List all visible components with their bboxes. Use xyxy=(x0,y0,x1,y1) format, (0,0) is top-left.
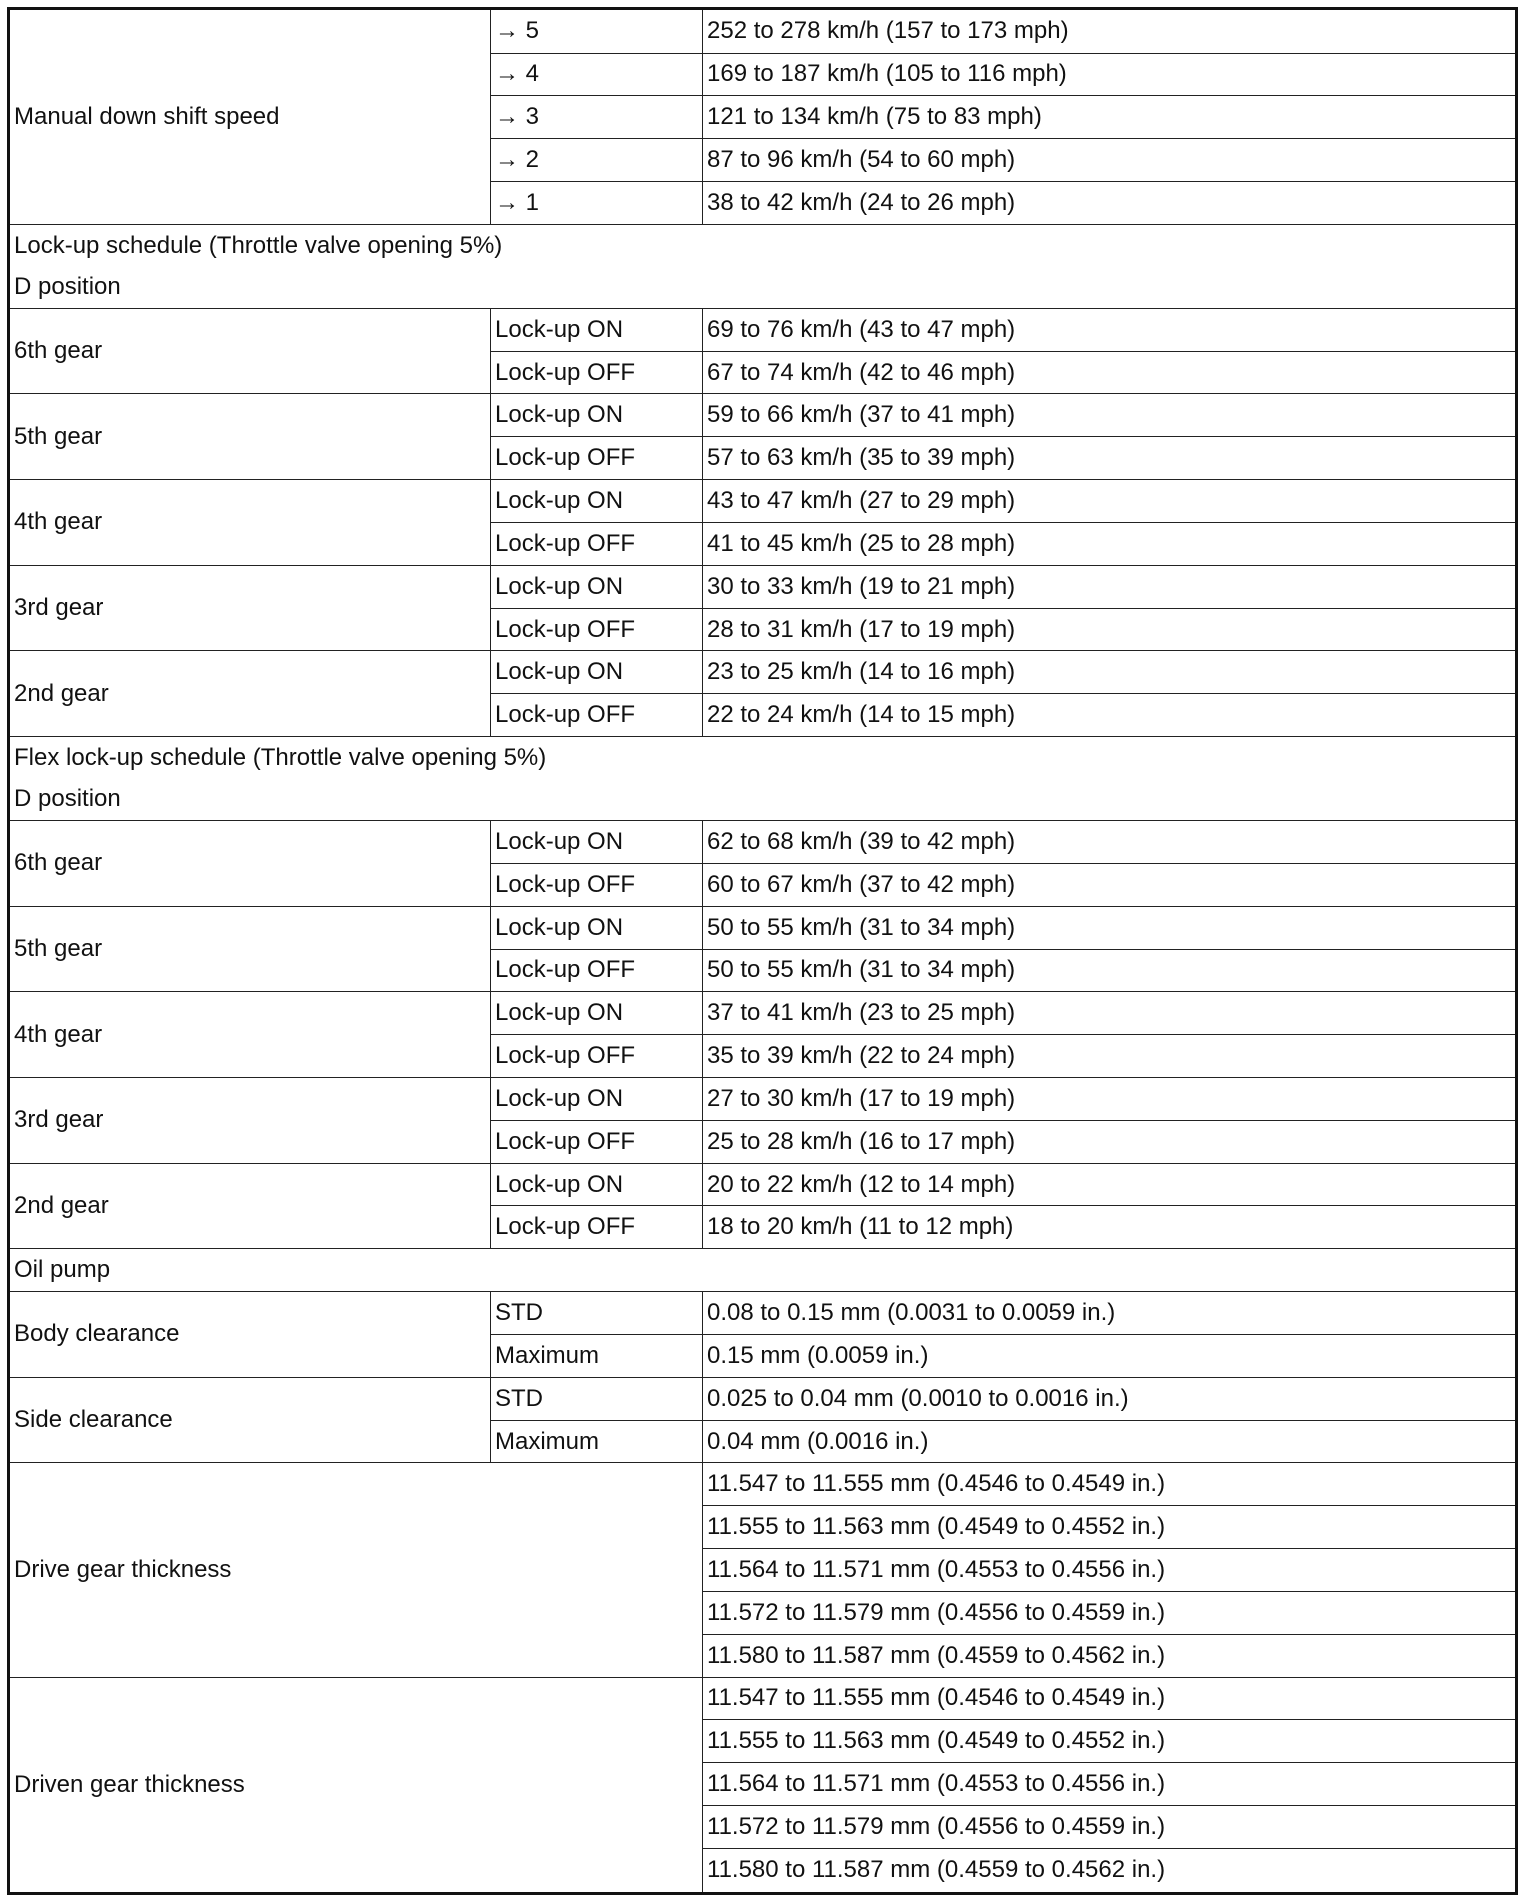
table-row xyxy=(9,906,1517,949)
lockup-on-label: Lock-up ON xyxy=(491,308,703,351)
downshift-speed: 169 to 187 km/h (105 to 116 mph) xyxy=(703,53,1517,96)
driven-gear-value: 11.564 to 11.571 mm (0.4553 to 0.4556 in.) xyxy=(703,1763,1517,1806)
gear-label: 3rd gear xyxy=(9,565,491,651)
drive-gear-value: 11.555 to 11.563 mm (0.4549 to 0.4552 in.) xyxy=(703,1506,1517,1549)
downshift-gear: → 3 xyxy=(491,96,703,139)
table-row xyxy=(9,1463,1517,1506)
table-row xyxy=(9,992,1517,1035)
section-header-row xyxy=(9,737,1517,779)
std-label: STD xyxy=(491,1292,703,1335)
downshift-gear: → 5 xyxy=(491,9,703,54)
downshift-speed: 252 to 278 km/h (157 to 173 mph) xyxy=(703,9,1517,54)
table-row xyxy=(9,565,1517,608)
table-row xyxy=(9,1677,1517,1720)
flex-lockup-position: D position xyxy=(9,779,1517,821)
table-row xyxy=(9,480,1517,523)
lockup-off-value: 57 to 63 km/h (35 to 39 mph) xyxy=(703,437,1517,480)
lockup-off-value: 67 to 74 km/h (42 to 46 mph) xyxy=(703,351,1517,394)
downshift-speed: 121 to 134 km/h (75 to 83 mph) xyxy=(703,96,1517,139)
lockup-on-value: 23 to 25 km/h (14 to 16 mph) xyxy=(703,651,1517,694)
lockup-on-value: 27 to 30 km/h (17 to 19 mph) xyxy=(703,1077,1517,1120)
lockup-on-value: 30 to 33 km/h (19 to 21 mph) xyxy=(703,565,1517,608)
std-value: 0.08 to 0.15 mm (0.0031 to 0.0059 in.) xyxy=(703,1292,1517,1335)
gear-label: 5th gear xyxy=(9,394,491,480)
body-clearance-label: Body clearance xyxy=(9,1292,491,1378)
drive-gear-thickness-label: Drive gear thickness xyxy=(9,1463,703,1677)
spec-table xyxy=(7,7,1518,1895)
lockup-off-value: 25 to 28 km/h (16 to 17 mph) xyxy=(703,1120,1517,1163)
max-value: 0.04 mm (0.0016 in.) xyxy=(703,1420,1517,1463)
lockup-on-label: Lock-up ON xyxy=(491,651,703,694)
table-row xyxy=(9,1377,1517,1420)
lockup-off-value: 28 to 31 km/h (17 to 19 mph) xyxy=(703,608,1517,651)
lockup-on-value: 37 to 41 km/h (23 to 25 mph) xyxy=(703,992,1517,1035)
lockup-off-value: 41 to 45 km/h (25 to 28 mph) xyxy=(703,522,1517,565)
section-header-row xyxy=(9,1249,1517,1292)
lockup-off-label: Lock-up OFF xyxy=(491,351,703,394)
lockup-title: Lock-up schedule (Throttle valve opening 5%) xyxy=(9,224,1517,266)
table-row xyxy=(9,821,1517,864)
lockup-on-label: Lock-up ON xyxy=(491,480,703,523)
driven-gear-value: 11.580 to 11.587 mm (0.4559 to 0.4562 in.) xyxy=(703,1848,1517,1893)
drive-gear-value: 11.572 to 11.579 mm (0.4556 to 0.4559 in.) xyxy=(703,1591,1517,1634)
gear-label: 4th gear xyxy=(9,992,491,1078)
manual-downshift-label: Manual down shift speed xyxy=(9,9,491,225)
lockup-off-value: 35 to 39 km/h (22 to 24 mph) xyxy=(703,1035,1517,1078)
lockup-on-label: Lock-up ON xyxy=(491,394,703,437)
downshift-speed: 38 to 42 km/h (24 to 26 mph) xyxy=(703,182,1517,225)
lockup-on-value: 20 to 22 km/h (12 to 14 mph) xyxy=(703,1163,1517,1206)
section-header-row xyxy=(9,266,1517,308)
drive-gear-value: 11.564 to 11.571 mm (0.4553 to 0.4556 in.) xyxy=(703,1549,1517,1592)
drive-gear-value: 11.547 to 11.555 mm (0.4546 to 0.4549 in.) xyxy=(703,1463,1517,1506)
side-clearance-label: Side clearance xyxy=(9,1377,491,1463)
gear-label: 4th gear xyxy=(9,480,491,566)
lockup-on-label: Lock-up ON xyxy=(491,1077,703,1120)
lockup-position: D position xyxy=(9,266,1517,308)
table-row xyxy=(9,1292,1517,1335)
lockup-off-value: 50 to 55 km/h (31 to 34 mph) xyxy=(703,949,1517,992)
lockup-off-label: Lock-up OFF xyxy=(491,437,703,480)
lockup-on-label: Lock-up ON xyxy=(491,992,703,1035)
driven-gear-thickness-label: Driven gear thickness xyxy=(9,1677,703,1893)
lockup-on-value: 69 to 76 km/h (43 to 47 mph) xyxy=(703,308,1517,351)
section-header-row xyxy=(9,224,1517,266)
table-row xyxy=(9,651,1517,694)
lockup-off-label: Lock-up OFF xyxy=(491,949,703,992)
lockup-off-label: Lock-up OFF xyxy=(491,522,703,565)
max-label: Maximum xyxy=(491,1334,703,1377)
max-label: Maximum xyxy=(491,1420,703,1463)
lockup-on-value: 62 to 68 km/h (39 to 42 mph) xyxy=(703,821,1517,864)
lockup-off-label: Lock-up OFF xyxy=(491,608,703,651)
lockup-on-label: Lock-up ON xyxy=(491,821,703,864)
gear-label: 6th gear xyxy=(9,821,491,907)
drive-gear-value: 11.580 to 11.587 mm (0.4559 to 0.4562 in.) xyxy=(703,1634,1517,1677)
downshift-gear: → 2 xyxy=(491,139,703,182)
max-value: 0.15 mm (0.0059 in.) xyxy=(703,1334,1517,1377)
gear-label: 3rd gear xyxy=(9,1077,491,1163)
downshift-speed: 87 to 96 km/h (54 to 60 mph) xyxy=(703,139,1517,182)
driven-gear-value: 11.547 to 11.555 mm (0.4546 to 0.4549 in.) xyxy=(703,1677,1517,1720)
gear-label: 6th gear xyxy=(9,308,491,394)
table-row xyxy=(9,9,1517,54)
lockup-off-label: Lock-up OFF xyxy=(491,1120,703,1163)
table-row xyxy=(9,1077,1517,1120)
lockup-on-label: Lock-up ON xyxy=(491,1163,703,1206)
gear-label: 5th gear xyxy=(9,906,491,992)
oil-pump-title: Oil pump xyxy=(9,1249,1517,1292)
downshift-gear: → 1 xyxy=(491,182,703,225)
lockup-on-value: 50 to 55 km/h (31 to 34 mph) xyxy=(703,906,1517,949)
flex-lockup-title: Flex lock-up schedule (Throttle valve opening 5%) xyxy=(9,737,1517,779)
lockup-off-value: 22 to 24 km/h (14 to 15 mph) xyxy=(703,694,1517,737)
lockup-off-value: 18 to 20 km/h (11 to 12 mph) xyxy=(703,1206,1517,1249)
driven-gear-value: 11.572 to 11.579 mm (0.4556 to 0.4559 in.) xyxy=(703,1806,1517,1849)
table-row xyxy=(9,1163,1517,1206)
lockup-on-value: 43 to 47 km/h (27 to 29 mph) xyxy=(703,480,1517,523)
section-header-row xyxy=(9,779,1517,821)
lockup-on-value: 59 to 66 km/h (37 to 41 mph) xyxy=(703,394,1517,437)
lockup-off-label: Lock-up OFF xyxy=(491,1035,703,1078)
gear-label: 2nd gear xyxy=(9,651,491,737)
lockup-off-label: Lock-up OFF xyxy=(491,694,703,737)
gear-label: 2nd gear xyxy=(9,1163,491,1249)
std-value: 0.025 to 0.04 mm (0.0010 to 0.0016 in.) xyxy=(703,1377,1517,1420)
table-row xyxy=(9,308,1517,351)
std-label: STD xyxy=(491,1377,703,1420)
downshift-gear: → 4 xyxy=(491,53,703,96)
lockup-on-label: Lock-up ON xyxy=(491,565,703,608)
lockup-off-label: Lock-up OFF xyxy=(491,863,703,906)
lockup-off-value: 60 to 67 km/h (37 to 42 mph) xyxy=(703,863,1517,906)
driven-gear-value: 11.555 to 11.563 mm (0.4549 to 0.4552 in.) xyxy=(703,1720,1517,1763)
lockup-on-label: Lock-up ON xyxy=(491,906,703,949)
lockup-off-label: Lock-up OFF xyxy=(491,1206,703,1249)
table-row xyxy=(9,394,1517,437)
